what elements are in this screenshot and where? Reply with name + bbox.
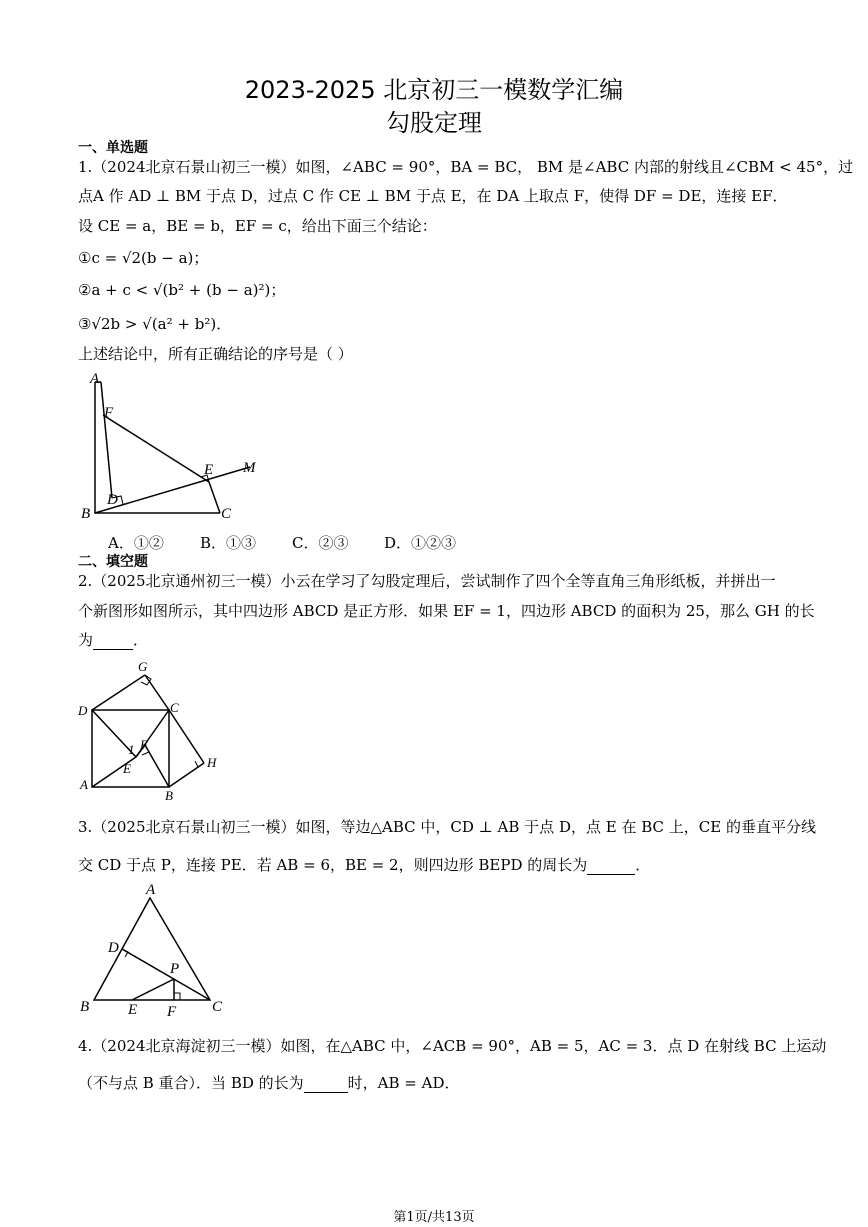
q3-label-c: C (212, 999, 223, 1015)
q4-line-1: 4.（2024北京海淀初三一模）如图，在△ABC 中，∠ACB = 90°，AB = 5，AC = 3．点 D 在射线 BC 上运动 (78, 1037, 827, 1055)
q2-label-f: F (140, 737, 148, 752)
q3-label-d: D (108, 940, 119, 956)
q3-figure (72, 880, 232, 1020)
q3-line-1: 3.（2025北京石景山初三一模）如图，等边△ABC 中，CD ⊥ AB 于点 D，点 E 在 BC 上，CE 的垂直平分线 (78, 818, 816, 836)
q3-label-a: A (146, 882, 156, 898)
q3-line-2-end: ． (635, 856, 651, 874)
q1-label-f: F (104, 405, 114, 421)
q1-conclusion-1: ①c = √2(b − a)； (78, 249, 209, 267)
q1-label-e: E (204, 462, 214, 478)
q2-line-3 (78, 629, 148, 650)
q2-label-d: D (78, 703, 88, 718)
q2-answer-blank[interactable] (93, 633, 133, 650)
q2-line-1: 2.（2025北京通州初三一模）小云在学习了勾股定理后，尝试制作了四个全等直角三角形纸板，并拼出一 (78, 572, 776, 590)
q1-label-m: M (243, 460, 256, 476)
q2-label-b: B (165, 788, 173, 803)
q1-option-d[interactable]: D．①②③ (384, 534, 457, 552)
q1-option-c[interactable]: C．②③ (292, 534, 349, 552)
q1-label-d: D (107, 492, 118, 508)
q4-line-2-text-a: （不与点 B 重合）．当 BD 的长为 (78, 1074, 304, 1092)
section-heading-single-choice: 一、单选题 (78, 140, 148, 156)
q3-line-2-text: 交 CD 于点 P，连接 PE．若 AB = 6，BE = 2，则四边形 BEPD 的周长为 (78, 856, 588, 874)
q2-line-2: 个新图形如图所示，其中四边形 ABCD 是正方形．如果 EF = 1，四边形 ABCD 的面积为 25，那么 GH 的长 (78, 602, 815, 620)
q1-figure (75, 370, 275, 530)
q2-label-1: 1 (128, 742, 135, 757)
q2-line-3-end: ． (133, 631, 149, 649)
page-footer: 第1页/共13页 (393, 1210, 475, 1225)
q1-conclusion-3: ③√2b > √(a² + b²)． (78, 315, 232, 333)
q1-conclusion-2: ②a + c < √(b² + (b − a)²)； (78, 281, 286, 299)
q1-line-3: 设 CE = a，BE = b，EF = c，给出下面三个结论： (78, 217, 437, 235)
q1-question: 上述结论中，所有正确结论的序号是（ ） (78, 345, 353, 363)
q2-figure (72, 655, 232, 803)
q3-label-p: P (170, 961, 180, 977)
q3-label-f: F (167, 1004, 177, 1020)
q4-line-2-text-b: 时，AB = AD． (347, 1074, 460, 1092)
q3-label-e: E (128, 1002, 138, 1018)
q2-label-g: G (138, 659, 148, 674)
q4-answer-blank[interactable] (304, 1076, 348, 1093)
q2-label-e: E (123, 761, 131, 776)
section-heading-fill-blank: 二、填空题 (78, 554, 148, 570)
q1-label-a: A (90, 371, 100, 387)
document-subtitle: 勾股定理 (386, 109, 482, 137)
q1-label-b: B (81, 506, 91, 522)
q1-option-a[interactable]: A．①② (108, 534, 164, 552)
q2-label-c: C (170, 700, 179, 715)
q4-line-2 (78, 1072, 459, 1093)
q3-line-2 (78, 854, 650, 875)
q3-label-b: B (80, 999, 90, 1015)
q2-label-a: A (80, 777, 88, 792)
q1-option-b[interactable]: B．①③ (200, 534, 257, 552)
q1-label-c: C (221, 506, 232, 522)
q1-line-1: 1.（2024北京石景山初三一模）如图，∠ABC = 90°，BA = BC， BM 是∠ABC 内部的射线且∠CBM < 45°，过 (78, 158, 854, 176)
q3-answer-blank[interactable] (587, 858, 635, 875)
document-title: 2023-2025 北京初三一模数学汇编 (244, 76, 624, 104)
q1-line-2: 点A 作 AD ⊥ BM 于点 D，过点 C 作 CE ⊥ BM 于点 E，在 DA 上取点 F，使得 DF = DE，连接 EF． (78, 187, 788, 205)
q2-line-3-text: 为 (78, 631, 94, 649)
q2-label-h: H (207, 755, 217, 770)
